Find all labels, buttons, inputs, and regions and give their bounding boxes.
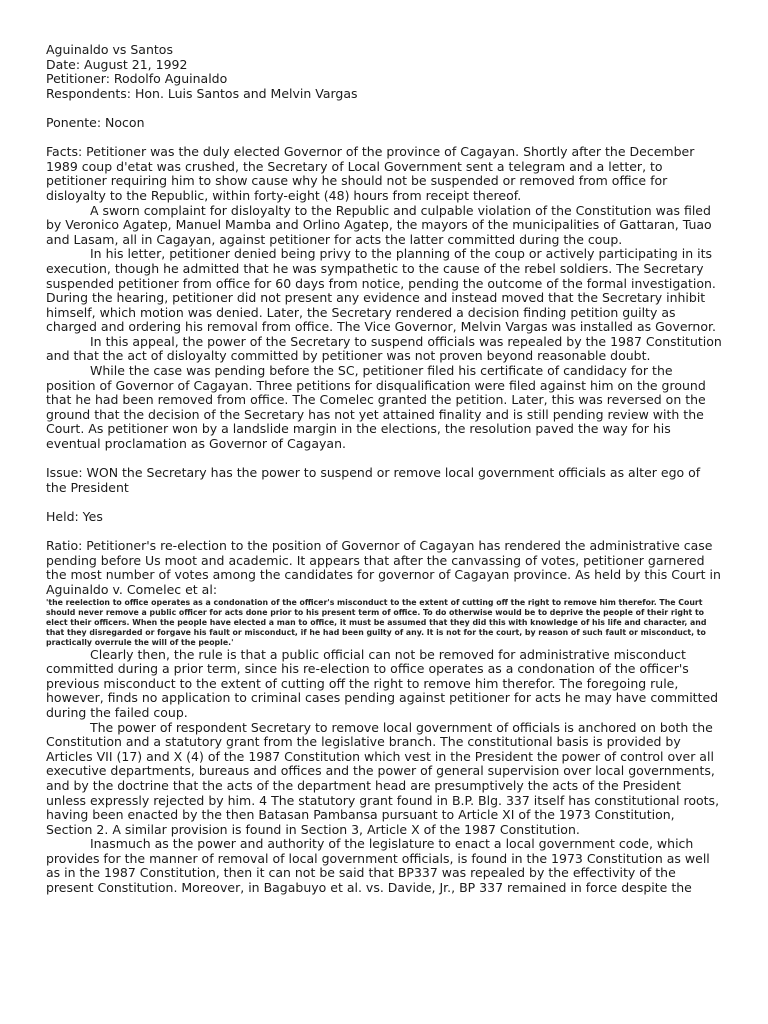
block-quote: 'the reelection to office operates as a condonation of the officer's misconduct to the extent of cutting off the right to remove him therefor. The Court should never remove a public officer for acts done prior to his present term of office. To do otherwise would be to deprive the people of their right to elect their officers. When the people have elected a man to office, it must be assumed that they did this with knowledge of his life and character, and that they disregarded or forgave his fault or misconduct, if he had been guilty of any. It is not for the court, by reason of such fault or misconduct, to practically overrule the will of the people.' [46,597,707,647]
ratio-paragraph: The power of respondent Secretary to remove local government of officials is anchored on both the Constitution and a statutory grant from the legislative branch. The constitutional basis is provided by Articles VII (17) and X (4) of the 1987 Constitution which vest in the President the power of control over all executive departments, bureaus and offices and the power of general supervision over local governments, and by the doctrine that the acts of the department head are presumptively the acts of the President unless expressly rejected by him. 4 The statutory grant found in B.P. Blg. 337 itself has constitutional roots, having been enacted by the then Batasan Pambansa pursuant to Article XI of the 1973 Constitution, Section 2. A similar provision is found in Section 3, Article X of the 1987 Constitution. [46,719,720,837]
ponente: Ponente: Nocon [46,114,145,130]
facts-paragraph: Facts: Petitioner was the duly elected Governor of the province of Cagayan. Shortly after the December 1989 coup d'etat was crushed, the Secretary of Local Government sent a telegram and a letter, to petitioner requiring him to show cause why he should not be suspended or removed from office for disloyalty to the Republic, within forty-eight (48) hours from receipt thereof. [46,144,695,203]
case-title: Aguinaldo vs Santos [46,42,173,57]
facts-paragraph: A sworn complaint for disloyalty to the Republic and culpable violation of the Constitution was filed by Veronico Agatep, Manuel Mamba and Orlino Agatep, the mayors of the municipalities of Gattaran, Tuao and Lasam, all in Cagayan, against petitioner for acts the latter committed during the coup. [46,202,712,247]
ratio-paragraph: Inasmuch as the power and authority of the legislature to enact a local government code, which provides for the manner of removal of local government officials, is found in the 1973 Constitution as well as in the 1987 Constitution, then it can not be said that BP337 was repealed by the effectivity of the present Constitution. Moreover, in Bagabuyo et al. vs. Davide, Jr., BP 337 remained in force despite the [46,836,710,896]
case-date: Date: August 21, 1992 [46,56,188,72]
ratio-intro-paragraph: Ratio: Petitioner's re-election to the position of Governor of Cagayan has rendered the administrative case pending before Us moot and academic. It appears that after the canvassing of votes, petitioner garnered the most number of votes among the candidates for governor of Cagayan province. As held by this Court in Aguinaldo v. Comelec et al: [46,538,721,597]
facts-paragraph: In his letter, petitioner denied being privy to the planning of the coup or actively participating in its execution, though he admitted that he was sympathetic to the cause of the rebel soldiers. The Secretary suspended petitioner from office for 60 days from notice, pending the outcome of the formal investigation. During the hearing, petitioner did not present any evidence and instead moved that the Secretary inhibit himself, which motion was denied. Later, the Secretary rendered a decision finding petition guilty as charged and ordering his removal from office. The Vice Governor, Melvin Vargas was installed as Governor. [46,246,716,335]
petitioner: Petitioner: Rodolfo Aguinaldo [46,71,228,87]
facts-paragraph: In this appeal, the power of the Secretary to suspend officials was repealed by the 1987 Constitution and that the act of disloyalty committed by petitioner was not proven beyond reasonable doubt. [46,333,722,364]
facts-paragraph: While the case was pending before the SC, petitioner filed his certificate of candidacy for the position of Governor of Cagayan. Three petitions for disqualification were filed against him on the ground that he had been removed from office. The Comelec granted the petition. Later, this was reversed on the ground that the decision of the Secretary has not yet attained finality and is still pending review with the Court. As petitioner won by a landslide margin in the elections, the resolution paved the way for his eventual proclamation as Governor of Cagayan. [46,363,706,452]
respondents: Respondents: Hon. Luis Santos and Melvin Vargas [46,85,358,101]
held-paragraph: Held: Yes [46,509,103,524]
issue-paragraph: Issue: WON the Secretary has the power to suspend or remove local government officials as alter ego of the President [46,465,701,495]
ratio-paragraph: Clearly then, the rule is that a public official can not be removed for administrative misconduct committed during a prior term, since his re-election to office operates as a condonation of the officer's previous misconduct to the extent of cutting off the right to remove him therefor. The foregoing rule, however, finds no application to criminal cases pending against petitioner for acts he may have committed during the failed coup. [46,646,719,720]
